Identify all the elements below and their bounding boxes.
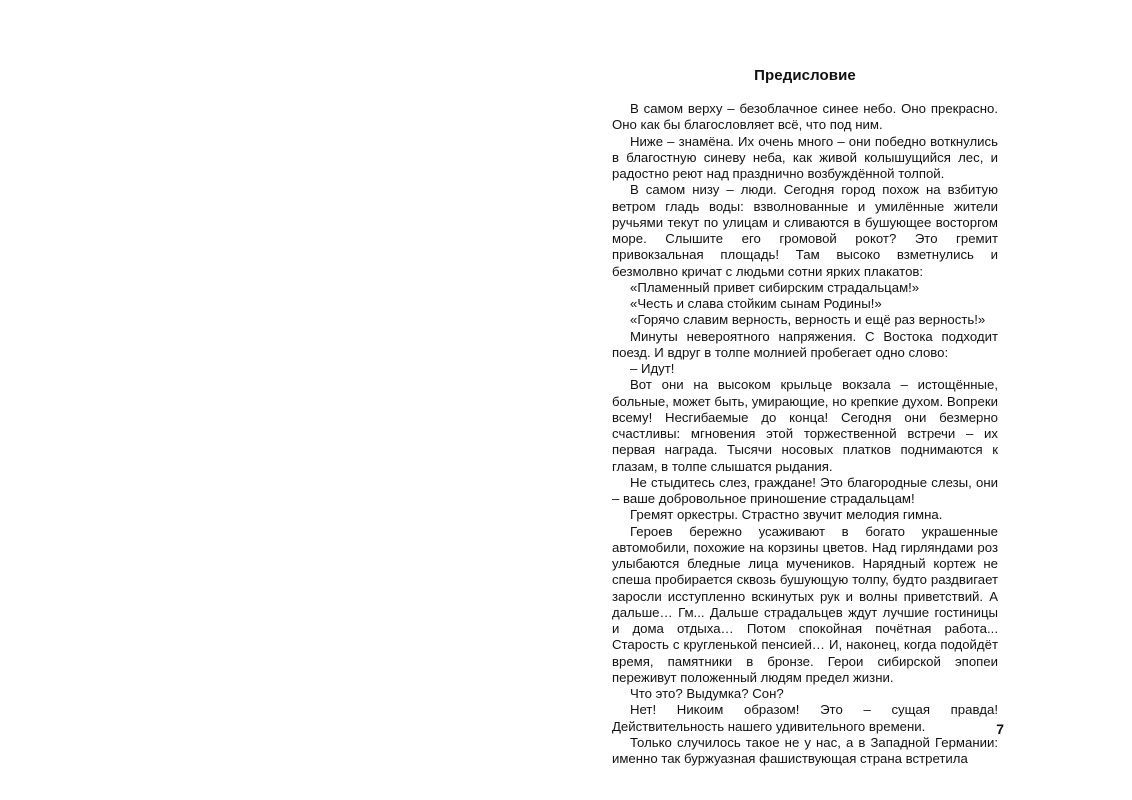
chapter-heading: Предисловие <box>754 67 856 84</box>
paragraph: Ниже – знамёна. Их очень много – они победно воткнулись в благостную синеву неба, как живой колышущийся лес, и радостно реют над празднично возбуждённой толпой. <box>612 133 998 181</box>
right-page <box>566 0 1132 800</box>
placard-quote: «Честь и слава стойким сынам Родины!» <box>630 296 882 311</box>
page-number: 7 <box>996 721 1004 737</box>
body-text <box>612 101 998 767</box>
dialogue-line: – Идут! <box>630 361 675 376</box>
paragraph: Нет! Никоим образом! Это – сущая правда! Действительность нашего удивительного времени. <box>612 702 998 734</box>
paragraph: Не стыдитесь слез, граждане! Это благородные слезы, они – ваше добровольное приношение страдальцам! <box>612 474 998 506</box>
paragraph: В самом верху – безоблачное синее небо. Оно прекрасно. Оно как бы благословляет всё, что под ним. <box>612 101 998 133</box>
text-column <box>612 66 998 767</box>
paragraph: Что это? Выдумка? Сон? <box>630 686 784 701</box>
paragraph: Героев бережно усаживают в богато украшенные автомобили, похожие на корзины цветов. Над гирляндами роз улыбаются бледные лица мучеников. Нарядный кортеж не спеша пробирается сквозь бушующую толпу, будто раздвигает заросли исступленно вскинутых рук и волны приветствий. А дальше… Гм... Дальше страдальцев ждут лучшие гостиницы и дома отдыха… Потом спокойная почётная работа... Старость с кругленькой пенсией… И, наконец, когда подойдёт время, памятники в бронзе. Герои сибирской эпопеи переживут положенный людям предел жизни. <box>612 523 998 685</box>
paragraph: В самом низу – люди. Сегодня город похож на взбитую ветром гладь воды: взволнованные и умилённые жители ручьями текут по улицам и сливаются в бушующее восторгом море. Слышите его громовой рокот? Это гремит привокзальная площадь! Там высоко взметнулись и безмолвно кричат с людьми сотни ярких плакатов: <box>612 182 998 279</box>
paragraph: Вот они на высоком крыльце вокзала – истощённые, больные, может быть, умирающие, но крепкие духом. Вопреки всему! Несгибаемые до конца! Сегодня они безмерно счастливы: мгновения этой торжественной встречи – их первая награда. Тысячи носовых платков поднимаются к глазам, в толпе слышатся рыдания. <box>612 377 998 474</box>
paragraph: Минуты невероятного напряжения. С Востока подходит поезд. И вдруг в толпе молнией пробегает одно слово: <box>612 328 998 360</box>
paragraph: Гремят оркестры. Страстно звучит мелодия гимна. <box>630 507 943 523</box>
placard-quote: «Горячо славим верность, верность и ещё раз верность!» <box>630 312 986 328</box>
paragraph: Только случилось такое не у нас, а в Западной Германии: именно так буржуазная фашиствующая страна встретила <box>612 734 998 766</box>
placard-quote: «Пламенный привет сибирским страдальцам!» <box>630 279 920 295</box>
